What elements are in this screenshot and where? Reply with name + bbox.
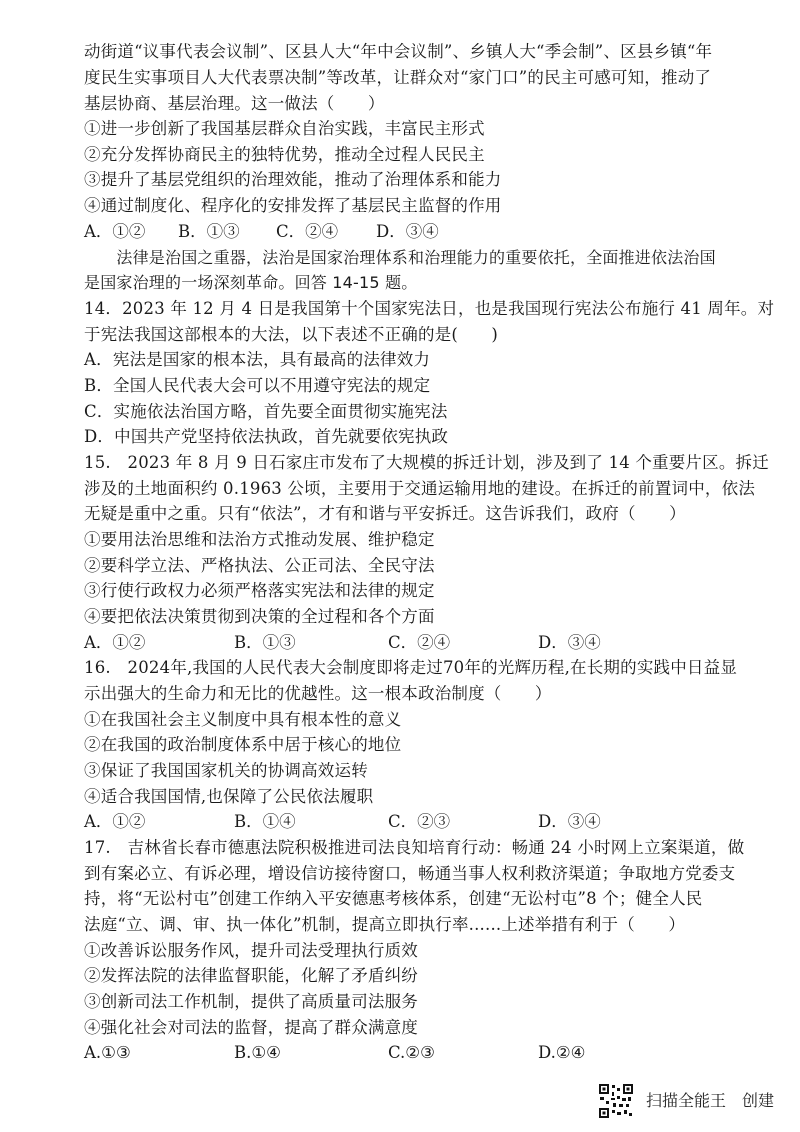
q15-option-c: C．②④	[388, 633, 451, 652]
q17-item: ①改善诉讼服务作风，提升司法受理执行质效	[84, 941, 418, 960]
q13-item: ①进一步创新了我国基层群众自治实践，丰富民主形式	[84, 119, 485, 138]
qr-code-icon	[598, 1083, 634, 1119]
q16-option-b: B．①④	[234, 812, 296, 831]
q17-item: ②发挥法院的法律监督职能，化解了矛盾纠纷	[84, 966, 418, 985]
q14-option-a: A．宪法是国家的根本法，具有最高的法律效力	[84, 350, 431, 369]
q17-stem-line: 持，将“无讼村屯”创建工作纳入平安德惠考核体系，创建“无讼村屯”8 个；健全人民	[84, 889, 703, 908]
q13-option-b: B．①③	[178, 222, 240, 241]
section-intro-line: 是国家治理的一场深刻革命。回答 14-15 题。	[84, 273, 418, 292]
q15-item: ③行使行政权力必须严格落实宪法和法律的规定	[84, 581, 435, 600]
q17-option-b: B.①④	[234, 1043, 281, 1062]
q14-option-d: D．中国共产党坚持依法执政，首先就要依宪执政	[84, 427, 449, 446]
q17-item: ④强化社会对司法的监督，提高了群众满意度	[84, 1018, 418, 1037]
q17-option-d: D.②④	[538, 1043, 586, 1062]
q13-stem-line: 度民生实事项目人大代表票决制”等改革，让群众对“家门口”的民主可感可知，推动了	[84, 68, 712, 87]
q15-stem-line: 涉及的土地面积约 0.1963 公顷，主要用于交通运输用地的建设。在拆迁的前置词中，依法	[84, 479, 756, 498]
q15-options	[84, 631, 800, 655]
q15-stem-line: 无疑是重中之重。只有“依法”，才有和谐与平安拆迁。这告诉我们，政府（ ）	[84, 504, 686, 523]
q14-option-c: C．实施依法治国方略，首先要全面贯彻实施宪法	[84, 402, 448, 421]
q17-stem-line: 17. 吉林省长春市德惠法院积极推进司法良知培育行动：畅通 24 小时网上立案渠道，做	[84, 838, 745, 857]
q17-options	[84, 1041, 800, 1065]
watermark-text: 扫描全能王 创建	[646, 1091, 775, 1110]
q16-option-d: D．③④	[538, 812, 601, 831]
q13-option-d: D．③④	[376, 222, 439, 241]
q17-stem-line: 法庭“立、调、审、执一体化”机制，提高立即执行率......上述举措有利于（ ）	[84, 915, 686, 934]
q13-stem-line: 基层协商、基层治理。这一做法（ ）	[84, 94, 385, 113]
q14-stem-line: 14．2023 年 12 月 4 日是我国第十个国家宪法日，也是我国现行宪法公布施行 41 周年。对	[84, 299, 775, 318]
q15-item: ②要科学立法、严格执法、公正司法、全民守法	[84, 556, 435, 575]
q16-option-c: C．②③	[388, 812, 451, 831]
q16-stem-line: 示出强大的生命力和无比的优越性。这一根本政治制度（ ）	[84, 684, 552, 703]
scanner-watermark	[598, 1083, 788, 1119]
section-intro-line: 法律是治国之重器，法治是国家治理体系和治理能力的重要依托，全面推进依法治国	[84, 248, 716, 267]
q15-option-a: A．①②	[84, 633, 146, 652]
q15-stem-line: 15. 2023 年 8 月 9 日石家庄市发布了大规模的拆迁计划，涉及到了 14 个重要片区。拆迁	[84, 453, 769, 472]
q13-item: ④通过制度化、程序化的安排发挥了基层民主监督的作用	[84, 196, 502, 215]
q15-option-d: D．③④	[538, 633, 601, 652]
q17-option-c: C.②③	[388, 1043, 435, 1062]
q13-option-a: A．①②	[84, 222, 146, 241]
q13-options	[84, 220, 800, 244]
q16-item: ③保证了我国国家机关的协调高效运转	[84, 761, 368, 780]
q16-options	[84, 810, 800, 834]
q15-option-b: B．①③	[234, 633, 296, 652]
q14-option-b: B．全国人民代表大会可以不用遵守宪法的规定	[84, 376, 431, 395]
q16-item: ②在我国的政治制度体系中居于核心的地位	[84, 735, 402, 754]
q15-item: ④要把依法决策贯彻到决策的全过程和各个方面	[84, 607, 435, 626]
q16-option-a: A．①②	[84, 812, 146, 831]
q15-item: ①要用法治思维和法治方式推动发展、维护稳定	[84, 530, 435, 549]
q13-item: ③提升了基层党组织的治理效能，推动了治理体系和能力	[84, 170, 502, 189]
q13-option-c: C．②④	[276, 222, 339, 241]
q17-stem-line: 到有案必立、有诉必理，增设信访接待窗口，畅通当事人权利救济渠道；争取地方党委支	[84, 864, 736, 883]
q13-item: ②充分发挥协商民主的独特优势，推动全过程人民民主	[84, 145, 485, 164]
q14-stem-line: 于宪法我国这部根本的大法，以下表述不正确的是( )	[84, 325, 499, 344]
q17-item: ③创新司法工作机制，提供了高质量司法服务	[84, 992, 418, 1011]
q13-stem-line: 动街道“议事代表会议制”、区县人大“年中会议制”、乡镇人大“季会制”、区县乡镇“年	[84, 42, 713, 61]
q16-stem-line: 16. 2024年,我国的人民代表大会制度即将走过70年的光辉历程,在长期的实践中日益显	[84, 658, 738, 677]
q16-item: ①在我国社会主义制度中具有根本性的意义	[84, 710, 402, 729]
q17-option-a: A.①③	[84, 1043, 131, 1062]
q16-item: ④适合我国国情,也保障了公民依法履职	[84, 787, 374, 806]
